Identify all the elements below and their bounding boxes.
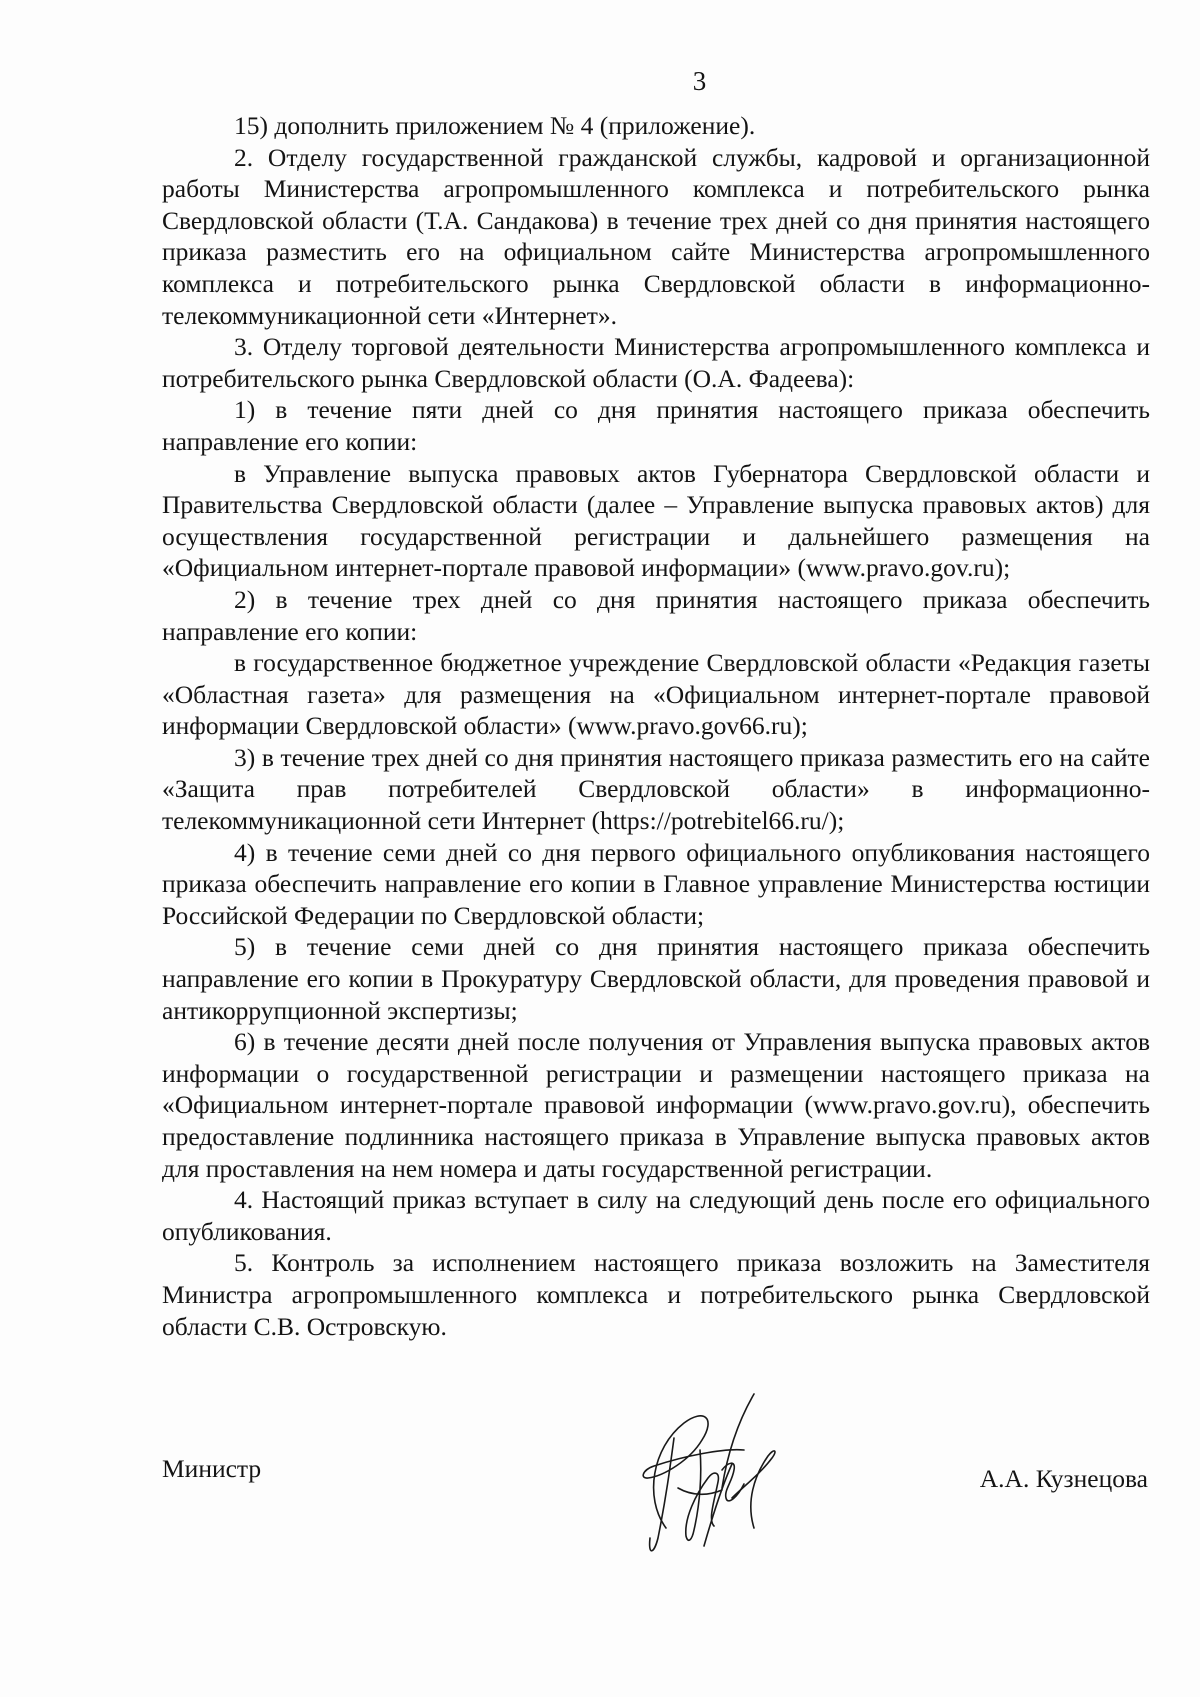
paragraph-subclause-4: 4) в течение семи дней со дня первого официального опубликования настоящего приказа обеспечить направление его копии в Главное управление Министерства юстиции Российской Федерации по Свердловской области; (162, 837, 1150, 930)
signatory-title: Министр (162, 1454, 262, 1483)
page-number: 3 (692, 66, 708, 96)
signature-icon (604, 1378, 794, 1568)
paragraph-subclause-5: 5) в течение семи дней со дня принятия настоящего приказа обеспечить направление его копии в Прокуратуру Свердловской области, для проведения правовой и антикоррупционной экспертизы; (162, 932, 1150, 1025)
paragraph-subclause-2: 2) в течение трех дней со дня принятия настоящего приказа обеспечить направление его копии: (162, 584, 1150, 646)
paragraph-clause-4: 4. Настоящий приказ вступает в силу на следующий день после его официального опубликования. (162, 1185, 1150, 1246)
paragraph-clause-3: 3. Отделу торговой деятельности Министерства агропромышленного комплекса и потребительского рынка Свердловской области (О.А. Фадеева): (162, 332, 1150, 393)
paragraph-subclause-3: 3) в течение трех дней со дня принятия настоящего приказа разместить его на сайте «Защита прав потребителей Свердловской области» в информационно-телекоммуникационной сети Интернет (https://potrebitel66.ru/); (162, 742, 1150, 836)
paragraph-subclause-1-recipient: в Управление выпуска правовых актов Губернатора Свердловской области и Правительства Свердловской области (далее – Управление выпуска правовых актов) для осуществления государственной регистрации и дальнейшего размещения на «Официальном интернет-портале правовой информации» (www.pravo.gov.ru); (162, 458, 1150, 583)
paragraph-item-15: 15) дополнить приложением № 4 (приложение). (234, 111, 756, 140)
document-body (162, 110, 1150, 1342)
paragraph-subclause-2-recipient: в государственное бюджетное учреждение Свердловской области «Редакция газеты «Областная газета» для размещения на «Официальном интернет-портале правовой информации Свердловской области» (www.pravo.gov66.ru); (162, 648, 1150, 741)
paragraph-subclause-6: 6) в течение десяти дней после получения от Управления выпуска правовых актов информации о государственной регистрации и размещении настоящего приказа на «Официальном интернет-портале правовой информации (www.pravo.gov.ru), обеспечить предоставление подлинника настоящего приказа в Управление выпуска правовых актов для проставления на нем номера и даты государственной регистрации. (162, 1027, 1150, 1183)
signatory-name: А.А. Кузнецова (979, 1464, 1148, 1493)
paragraph-subclause-1: 1) в течение пяти дней со дня принятия настоящего приказа обеспечить направление его копии: (162, 395, 1150, 456)
paragraph-clause-5: 5. Контроль за исполнением настоящего приказа возложить на Заместителя Министра агропромышленного комплекса и потребительского рынка Свердловской области С.В. Островскую. (162, 1248, 1150, 1341)
paragraph-clause-2: 2. Отделу государственной гражданской службы, кадровой и организационной работы Министерства агропромышленного комплекса и потребительского рынка Свердловской области (Т.А. Сандакова) в течение трех дней со дня принятия настоящего приказа разместить его на официальном сайте Министерства агропромышленного комплекса и потребительского рынка Свердловской области в информационно-телекоммуникационной сети «Интернет». (162, 142, 1150, 330)
